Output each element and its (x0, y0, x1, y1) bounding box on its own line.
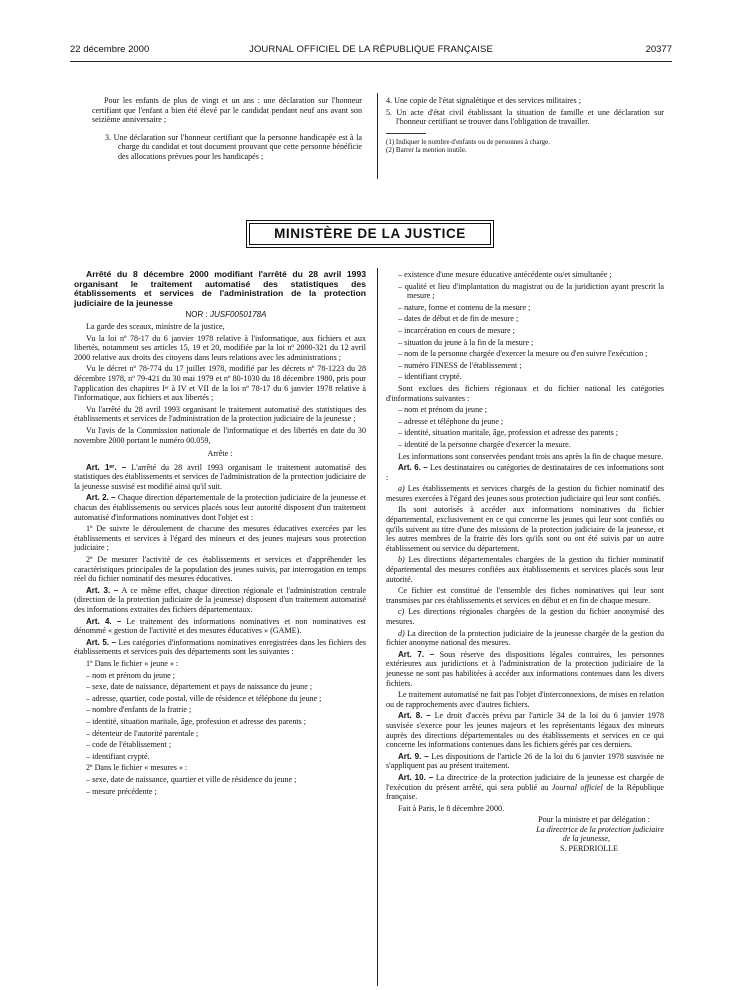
list-item: – incarcération en cours de mesure ; (398, 325, 515, 335)
item-text: La direction de la protection judiciaire de la jeunesse chargée de la gestion du fichier anonyme national des mesures. (386, 628, 664, 648)
list-item: – adresse, quartier, code postal, ville de résidence et téléphone du jeune ; (86, 693, 322, 703)
list-item: – situation du jeune à la fin de la mesure ; (398, 337, 534, 347)
header-rule (70, 61, 672, 62)
list-item (92, 133, 362, 162)
article-label: Art. 6. – (398, 463, 428, 473)
paragraph: Ils sont autorisés à accéder aux informations nominatives du fichier départemental, exclusivement en ce qui concerne les jeunes qui leur sont confiés ou qu'ils suivent au titre d'une des missions de la protection judiciaire de la jeunesse, et les autres membres de la fratrie dès lors qu'ils sont ou ont été suivis par un autre établissement ou service du département. (386, 505, 664, 553)
article (74, 463, 366, 492)
article-text: L'arrêté du 28 avril 1993 organisant le traitement automatisé des statistiques des établissements et services de l'administration de la protection judiciaire de la jeunesse susvisé est modifié ainsi qu'il suit. (74, 462, 366, 491)
list-item: – identité, situation maritale, âge, profession et adresse des parents ; (398, 428, 619, 438)
journal-name: Journal officiel (551, 782, 603, 792)
paragraph: Le traitement automatisé ne fait pas l'objet d'interconnexions, de mises en relation ou de rapprochements avec d'autres fichiers. (386, 690, 664, 709)
ministry-banner (246, 220, 494, 248)
right-column (386, 270, 664, 854)
article (74, 586, 366, 615)
nor-code: JUSF0050178A (209, 310, 267, 320)
list-item: – adresse et téléphone du jeune ; (398, 416, 504, 426)
ministry-banner-title: MINISTÈRE DE LA JUSTICE (249, 223, 491, 245)
list-item: – sexe, date de naissance, département et pays de naissance du jeune ; (86, 682, 313, 692)
list-title: 1º Dans le fichier « jeune » : (86, 658, 179, 668)
list-item: 4. Une copie de l'état signalétique et des services militaires ; (386, 96, 581, 105)
list-item: – détenteur de l'autorité parentale ; (86, 728, 199, 738)
list-item: – identité, situation maritale, âge, profession et adresse des parents ; (86, 716, 307, 726)
article-text: La directrice de la protection judiciaire de la jeunesse est chargée de l'exécution du présent arrêté, qui sera publié au (386, 772, 664, 792)
article-label: Art. 9. – (398, 751, 429, 761)
list-item: – nombre d'enfants de la fratrie ; (86, 705, 192, 715)
paragraph: Sont exclues des fichiers régionaux et du fichier national les catégories d'informations suivantes : (386, 383, 664, 403)
paragraph: La garde des sceaux, ministre de la justice, (86, 321, 225, 331)
article-label: Art. 2. – (86, 493, 116, 503)
footnote-rule (386, 133, 426, 134)
article-text: A ce même effet, chaque direction régionale et l'administration centrale (direction de la protection judiciaire de la jeunesse) disposent d'un traitement automatisé des informations extraites des fichiers départementaux. (74, 585, 367, 614)
column-separator-top (377, 93, 378, 179)
left-column (74, 270, 366, 798)
list-item: – identifiant crypté. (398, 372, 462, 382)
list-item: – nom de la personne chargée d'exercer la mesure ou d'en suivre l'exécution ; (398, 349, 648, 359)
signature-name: S. PERDRIOLLE (559, 844, 618, 854)
article-text: Les destinataires ou catégories de destinataires de ces informations sont : (386, 463, 665, 482)
paragraph: Pour les enfants de plus de vingt et un ans : une déclaration sur l'honneur certifiant que l'enfant a bien été élevé par le candidat pendant neuf ans avant son seizième anniversaire ; (92, 96, 362, 125)
nor-reference (74, 310, 366, 320)
article-text: Le droit d'accès prévu par l'article 34 de la loi du 6 janvier 1978 susvisée s'exerce pour les jeunes majeurs et les représentants légaux des mineurs auprès des directions départementales ou des établissements et services en ce qui concerne les informations contenues dans les fichiers gérés par ces derniers. (386, 711, 664, 750)
item-number: 3. (105, 132, 112, 142)
list-item: – mesure précédente ; (86, 786, 157, 796)
item-text: Les directions régionales chargées de la gestion du fichier anonymisé des mesures. (386, 607, 664, 626)
article (386, 650, 664, 688)
list-item: – existence d'une mesure éducative antécédente ou/et simultanée ; (398, 270, 612, 279)
list-title: 2º Dans le fichier « mesures » : (86, 763, 188, 773)
top-left-column (92, 96, 362, 164)
paragraph: Vu la loi nº 78-17 du 6 janvier 1978 relative à l'informatique, aux fichiers et aux libertés, notamment ses articles 15, 19 et 20, modifiée par la loi nº 2000-321 du 12 avril 2000 relative aux droits des citoyens dans leurs relations avec les administrations ; (74, 333, 366, 362)
article (74, 638, 366, 657)
article (74, 617, 366, 636)
article (74, 493, 366, 522)
list-item: – qualité et lieu d'implantation du magistrat ou de la juridiction ayant prescrit la mesure ; (398, 281, 664, 301)
paragraph: 2º De mesurer l'activité de ces établissements et services et d'appréhender les caractéristiques principales de la population des jeunes suivis, par interrogation en temps réel du fichier nominatif des mesures éducatives. (74, 555, 366, 584)
top-right-column (386, 96, 664, 155)
page-header (70, 44, 672, 58)
item-text: Les établissements et services chargés de la gestion du fichier nominatif des mesures exercées à l'égard des jeunes sous protection judiciaire qui leur sont confiés. (386, 484, 664, 503)
list-item: – nom et prénom du jeune ; (398, 405, 488, 415)
article (386, 752, 664, 771)
article (386, 463, 664, 482)
decree-title: Arrêté du 8 décembre 2000 modifiant l'arrêté du 28 avril 1993 organisant le traitement automatisé des statistiques des établissements et services de l'administration de la protection judiciaire de la jeunesse (74, 269, 366, 308)
article-label: Art. 4. – (86, 616, 122, 626)
item-letter: a) (398, 484, 405, 494)
paragraph: Vu le décret nº 78-774 du 17 juillet 1978, modifié par les décrets nº 78-1223 du 28 décembre 1978, nº 79-421 du 30 mai 1979 et nº 80-1030 du 18 décembre 1980, pris pour l'application des chapitres Iᵉʳ à IV et VII de la loi nº 78-17 du 6 janvier 1978 relative à l'informatique, aux fichiers et aux libertés ; (74, 364, 366, 403)
item-letter: b) (398, 555, 405, 565)
signature-date: Fait à Paris, le 8 décembre 2000. (398, 803, 505, 813)
article-label: Art. 5. – (86, 637, 117, 647)
column-separator-main (377, 268, 378, 986)
list-item: – code de l'établissement ; (86, 740, 172, 750)
article-text: Chaque direction départementale de la protection judiciaire de la jeunesse et chacun des établissements ou services placés sous leur autorité disposent d'un traitement automatisé d'informations nominatives dont l'objet est : (74, 493, 366, 522)
signature-line: La directrice de la protection judiciaire (536, 824, 664, 834)
footnote: (1) Indiquer le nombre d'enfants ou de personnes à charge. (386, 137, 551, 146)
article-text: Les catégories d'informations nominatives enregistrées dans les fichiers des établissements et services puis des départements sont les suivantes : (74, 637, 367, 657)
paragraph: Ce fichier est constitué de l'ensemble des fiches nominatives qui leur sont transmises par ces établissements et services en début et en fin de chaque mesure. (386, 586, 664, 605)
article-label: Art. 8. – (398, 711, 431, 721)
paragraph: Vu l'arrêté du 28 avril 1993 organisant le traitement automatisé des statistiques des établissements et services de l'administration de la protection judiciaire de la jeunesse ; (74, 404, 366, 424)
article-label: Art. 3. – (86, 585, 119, 595)
article-label: Art. 1ᵉʳ. – (86, 462, 127, 472)
list-item: – identifiant crypté. (86, 751, 150, 761)
paragraph (386, 607, 664, 626)
paragraph: Vu l'avis de la Commission nationale de l'informatique et des libertés en date du 30 novembre 2000 portant le numéro 00.059, (74, 425, 366, 445)
list-item: – identité de la personne chargée d'exercer la mesure. (398, 439, 571, 449)
paragraph (386, 555, 664, 584)
item-text: Les directions départementales chargées de la gestion du fichier nominatif départemental des mesures confiées aux établissements et services placés sous leur autorité. (386, 555, 664, 584)
list-item: – nature, forme et contenu de la mesure ; (398, 302, 531, 312)
header-page-number: 20377 (645, 44, 672, 55)
article-label: Art. 7. – (398, 649, 435, 659)
paragraph (386, 629, 664, 648)
arrete-heading: Arrête : (207, 449, 233, 459)
item-text: Une déclaration sur l'honneur certifiant que la personne handicapée est à la charge du candidat et tout document prouvant que cette personne bénéficie des allocations prévues pour les handicapés ; (113, 132, 363, 161)
item-letter: d) (398, 628, 405, 638)
paragraph: 1º De suivre le déroulement de chacune des mesures éducatives exercées par les établissements et services à l'égard des mineurs et des jeunes majeurs sous protection judiciaire ; (74, 524, 366, 553)
signature-line: Pour la ministre et par délégation : (538, 815, 650, 825)
article-text: Les dispositions de l'article 26 de la loi du 6 janvier 1978 susvisée ne s'appliquent pas au présent traitement. (386, 751, 664, 771)
signature-line: de la jeunesse, (562, 834, 610, 844)
article-label: Art. 10. – (398, 772, 434, 782)
article (386, 711, 664, 749)
list-item: – sexe, date de naissance, quartier et ville de résidence du jeune ; (86, 774, 297, 784)
item-letter: c) (398, 607, 405, 617)
footnote: (2) Barrer la mention inutile. (386, 146, 467, 155)
article-text: Le traitement des informations nominatives et non nominatives est dénommé « gestion de l'activité et des mesures éducatives » (GAME). (74, 616, 366, 636)
article-text: Sous réserve des dispositions légales contraires, les personnes extérieures aux juridictions et à l'administration de la protection judiciaire de la jeunesse ne sont pas habilitées à accéder aux informations contenues dans les divers fichiers. (386, 649, 664, 688)
header-date: 22 décembre 2000 (70, 44, 150, 55)
paragraph: Les informations sont conservées pendant trois ans après la fin de chaque mesure. (398, 451, 663, 461)
list-item: – numéro FINESS de l'établissement ; (398, 360, 522, 370)
list-item: – nom et prénom du jeune ; (86, 670, 176, 680)
article-text: de la République française. (386, 782, 664, 802)
list-item: 5. Un acte d'état civil établissant la situation de famille et une déclaration sur l'honneur certifiant se trouver dans l'obligation de travailler. (386, 107, 664, 127)
article (386, 773, 664, 802)
list-item: – dates de début et de fin de mesure ; (398, 314, 519, 324)
nor-label: NOR : (185, 310, 208, 320)
paragraph (386, 484, 664, 503)
header-title: JOURNAL OFFICIEL DE LA RÉPUBLIQUE FRANÇAISE (249, 44, 493, 55)
